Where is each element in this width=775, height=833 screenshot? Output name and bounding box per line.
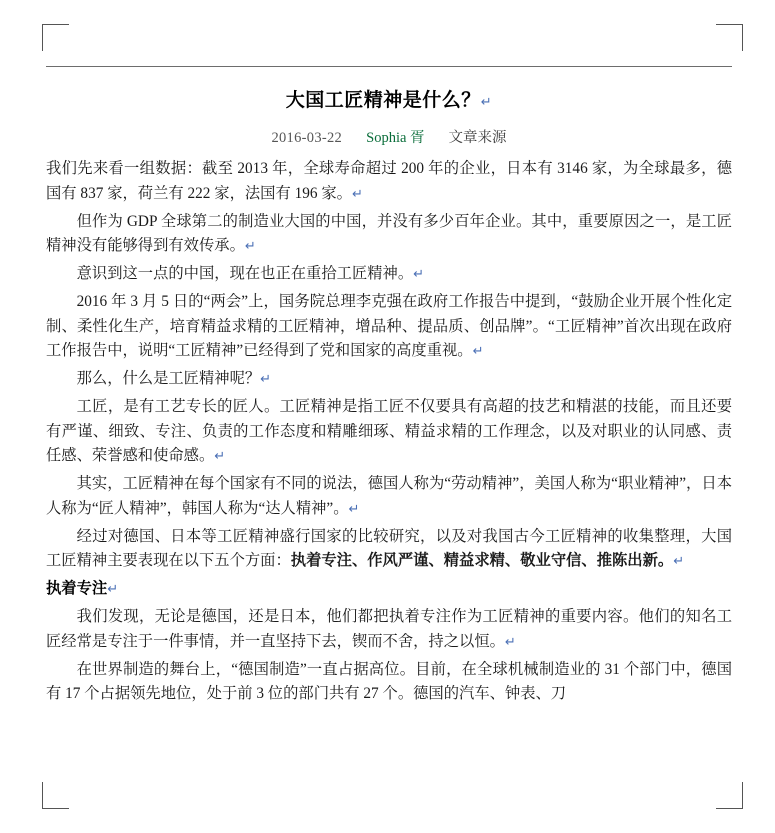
section-heading-text: 执着专注 xyxy=(46,580,108,598)
pilcrow-mark: ↵ xyxy=(413,266,425,282)
paragraph xyxy=(46,395,732,469)
crop-mark-bottom-left xyxy=(42,782,69,809)
pilcrow-mark: ↵ xyxy=(351,185,363,201)
paragraph xyxy=(46,658,732,708)
pilcrow-mark: ↵ xyxy=(504,633,516,649)
byline-source: 文章来源 xyxy=(448,130,507,146)
page-title xyxy=(46,85,732,112)
summary-lead-text: 经过对德国、日本等工匠精神盛行国家的比较研究，以及对我国古今工匠精神的收集整理，大国工匠精神主要表现在以下五个方面： xyxy=(46,527,732,570)
paragraph-text: 工匠，是有工艺专长的匠人。工匠精神是指工匠不仅要具有高超的技艺和精湛的技能，而且还要有严谨、细致、专注、负责的工作态度和精雕细琢、精益求精的工作理念，以及对职业的认同感、责任感、荣誉感和使命感。 xyxy=(46,397,732,465)
crop-mark-top-left xyxy=(42,24,69,51)
pilcrow-mark: ↵ xyxy=(348,500,360,516)
header-divider xyxy=(46,66,732,67)
crop-mark-bottom-right xyxy=(716,782,743,809)
paragraph xyxy=(46,210,732,260)
paragraph-text: 在世界制造的舞台上，“德国制造”一直占据高位。目前，在全球机械制造业的 31 个部门中，德国有 17 个占据领先地位，处于前 3 位的部门共有 27 个。德国的汽车、钟表、刀 xyxy=(46,660,732,703)
pilcrow-mark: ↵ xyxy=(480,94,493,109)
byline-author: Sophia 胥 xyxy=(366,130,425,146)
paragraph-text: 我们发现，无论是德国，还是日本，他们都把执着专注作为工匠精神的重要内容。他们的知名工匠经常是专注于一件事情，并一直坚持下去，锲而不舍，持之以恒。 xyxy=(46,608,732,650)
pilcrow-mark: ↵ xyxy=(472,343,484,359)
paragraph-text: 2016 年 3 月 5 日的“两会”上，国务院总理李克强在政府工作报告中提到，“鼓励企业开展个性化定制、柔性化生产，培育精益求精的工匠精神，增品种、提品质、创品牌”。“工匠精神”首次出现在政府工作报告中，说明“工匠精神”已经得到了党和国家的高度重视。 xyxy=(46,292,732,360)
document-body xyxy=(46,66,732,710)
crop-mark-top-right xyxy=(716,24,743,51)
pilcrow-mark: ↵ xyxy=(107,581,119,597)
byline-date: 2016-03-22 xyxy=(271,130,343,146)
summary-emphasis-text: 执着专注、作风严谨、精益求精、敬业守信、推陈出新。 xyxy=(290,552,674,570)
paragraph xyxy=(46,472,732,522)
paragraph-text: 我们先来看一组数据：截至 2013 年，全球寿命超过 200 年的企业，日本有 3146 家，为全球最多，德国有 837 家，荷兰有 222 家，法国有 196 家。 xyxy=(46,160,732,202)
paragraph xyxy=(46,262,732,287)
page-title-text: 大国工匠精神是什么？ xyxy=(285,90,481,111)
pilcrow-mark: ↵ xyxy=(673,553,685,569)
section-heading xyxy=(46,577,732,602)
paragraph xyxy=(46,157,732,207)
pilcrow-mark: ↵ xyxy=(260,371,272,387)
pilcrow-mark: ↵ xyxy=(214,448,226,464)
byline xyxy=(46,126,732,147)
paragraph xyxy=(46,290,732,364)
paragraph-text: 那么，什么是工匠精神呢？ xyxy=(76,370,261,388)
paragraph-text: 其实，工匠精神在每个国家有不同的说法，德国人称为“劳动精神”，美国人称为“职业精神”，日本人称为“匠人精神”，韩国人称为“达人精神”。 xyxy=(46,475,732,517)
paragraph xyxy=(46,367,732,392)
paragraph xyxy=(46,605,732,655)
summary-paragraph xyxy=(46,525,732,575)
paragraph-text: 但作为 GDP 全球第二的制造业大国的中国，并没有多少百年企业。其中，重要原因之一，是工匠精神没有能够得到有效传承。 xyxy=(46,212,732,255)
pilcrow-mark: ↵ xyxy=(244,238,256,254)
paragraph-text: 意识到这一点的中国，现在也正在重拾工匠精神。 xyxy=(76,265,414,283)
